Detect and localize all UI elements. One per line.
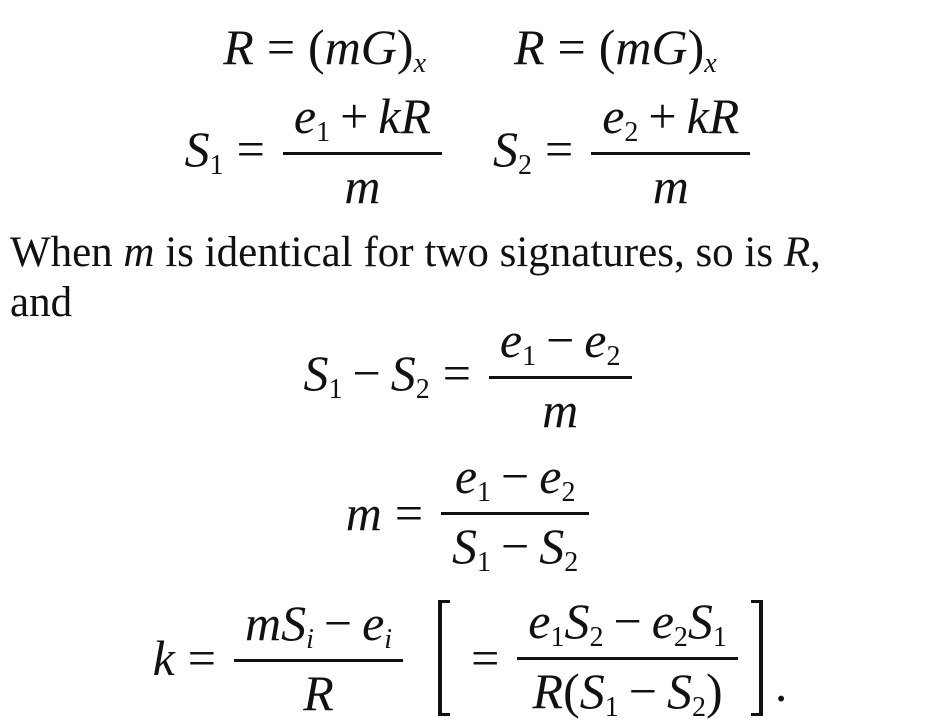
numerator — [591, 87, 750, 152]
subscript-1: 1 — [209, 149, 224, 181]
var-R: R — [783, 228, 811, 276]
lhs — [153, 629, 229, 687]
denominator-m: m — [542, 381, 579, 438]
fraction — [283, 87, 442, 214]
period: . — [774, 656, 788, 713]
equation-k — [0, 592, 940, 722]
subscript-2: 2 — [415, 373, 430, 405]
subscript-x: x — [704, 47, 717, 79]
var-e: e — [651, 592, 674, 649]
bracket-equals — [458, 629, 512, 687]
equals-sign: = — [557, 19, 586, 75]
minus-sign: − — [546, 311, 575, 368]
equation-S1 — [184, 87, 447, 214]
subscript-i: i — [384, 623, 393, 655]
subscript-1: 1 — [522, 340, 537, 372]
var-e: e — [454, 447, 478, 504]
left-paren: ( — [598, 19, 616, 75]
var-kR: kR — [378, 87, 431, 144]
lhs-S1 — [185, 120, 278, 182]
subscript-1: 1 — [316, 116, 331, 148]
equals-sign: = — [187, 630, 216, 687]
var-e: e — [602, 87, 625, 144]
minus-sign: − — [613, 592, 642, 649]
var-S: S — [539, 517, 565, 574]
numerator — [489, 311, 632, 376]
var-S: S — [493, 120, 518, 177]
var-S: S — [579, 662, 605, 719]
right-paren: ) — [687, 19, 705, 75]
right-paren: ) — [396, 19, 414, 75]
left-paren: ( — [563, 662, 580, 719]
var-kR: kR — [686, 87, 740, 144]
subscript-2: 2 — [673, 621, 688, 653]
var-S: S — [687, 592, 713, 649]
var-S: S — [564, 592, 590, 649]
subscript-2: 2 — [518, 149, 532, 181]
var-mS: mS — [245, 595, 307, 652]
subscript-2: 2 — [589, 621, 604, 653]
text-run: When — [10, 228, 124, 276]
var-e: e — [362, 595, 385, 652]
lhs — [303, 344, 483, 406]
lhs-S2 — [493, 120, 586, 182]
subscript-2: 2 — [564, 546, 579, 578]
var-R: R — [223, 19, 254, 75]
equals-sign: = — [545, 120, 574, 177]
var-e: e — [293, 87, 317, 144]
equation-row-S — [0, 87, 940, 214]
plus-sign: + — [340, 87, 369, 144]
var-e: e — [584, 311, 607, 368]
right-bracket — [751, 600, 763, 716]
subscript-1: 1 — [477, 546, 492, 578]
equation-R-left — [223, 18, 426, 80]
equation-S1-minus-S2 — [0, 311, 940, 438]
subscript-1: 1 — [712, 621, 727, 653]
subscript-1: 1 — [550, 621, 565, 653]
var-S: S — [452, 517, 478, 574]
subscript-2: 2 — [606, 340, 621, 372]
comma: , — [810, 228, 821, 276]
plus-sign: + — [648, 87, 677, 144]
var-k: k — [152, 630, 175, 687]
var-e: e — [499, 311, 523, 368]
equation-S2 — [493, 87, 755, 214]
equals-sign: = — [442, 344, 471, 401]
var-S: S — [666, 662, 692, 719]
equals-sign: = — [266, 19, 296, 75]
subscript-1: 1 — [477, 476, 492, 508]
lhs — [346, 484, 436, 542]
var-e: e — [539, 447, 562, 504]
equation-R-right — [514, 18, 717, 80]
subscript-1: 1 — [328, 373, 343, 405]
denominator — [441, 515, 589, 577]
var-S: S — [390, 344, 416, 401]
var-mG: mG — [615, 19, 688, 75]
fraction — [489, 311, 632, 438]
subscript-x: x — [413, 47, 426, 79]
var-m: m — [345, 485, 382, 542]
equals-sign: = — [394, 485, 424, 542]
subscript-i: i — [306, 623, 314, 655]
subscript-2: 2 — [561, 476, 576, 508]
fraction — [591, 87, 750, 214]
minus-sign: − — [501, 447, 530, 504]
numerator — [283, 87, 442, 152]
left-bracket — [438, 600, 450, 716]
denominator-m: m — [344, 157, 381, 214]
var-R: R — [532, 662, 564, 719]
var-S: S — [303, 344, 329, 401]
var-mG: mG — [324, 19, 397, 75]
minus-sign: − — [323, 595, 353, 652]
var-S: S — [184, 120, 210, 177]
var-m: m — [123, 228, 155, 276]
left-paren: ( — [308, 19, 325, 75]
fraction-bracketed — [517, 592, 738, 722]
paragraph-line1 — [10, 228, 930, 278]
text-run: is identical for two signatures, so is — [154, 228, 784, 276]
denominator-R: R — [303, 664, 334, 721]
var-R: R — [514, 19, 545, 75]
numerator — [517, 592, 738, 657]
paragraph-line2: and — [10, 278, 73, 326]
numerator — [441, 447, 589, 512]
subscript-1: 1 — [604, 691, 619, 722]
denominator — [517, 660, 738, 722]
equals-sign: = — [236, 120, 265, 177]
paragraph — [0, 228, 940, 328]
minus-sign: − — [352, 344, 381, 401]
numerator — [234, 597, 403, 659]
right-paren: ) — [705, 662, 723, 719]
var-e: e — [528, 592, 551, 649]
subscript-2: 2 — [691, 691, 706, 722]
fraction — [441, 447, 589, 578]
minus-sign: − — [501, 517, 530, 574]
equals-sign: = — [471, 630, 500, 687]
fraction-k — [234, 597, 403, 719]
minus-sign: − — [628, 662, 657, 719]
subscript-2: 2 — [624, 116, 639, 148]
equation-row-R — [0, 18, 940, 80]
denominator-m: m — [652, 157, 689, 214]
equation-m — [0, 447, 940, 578]
